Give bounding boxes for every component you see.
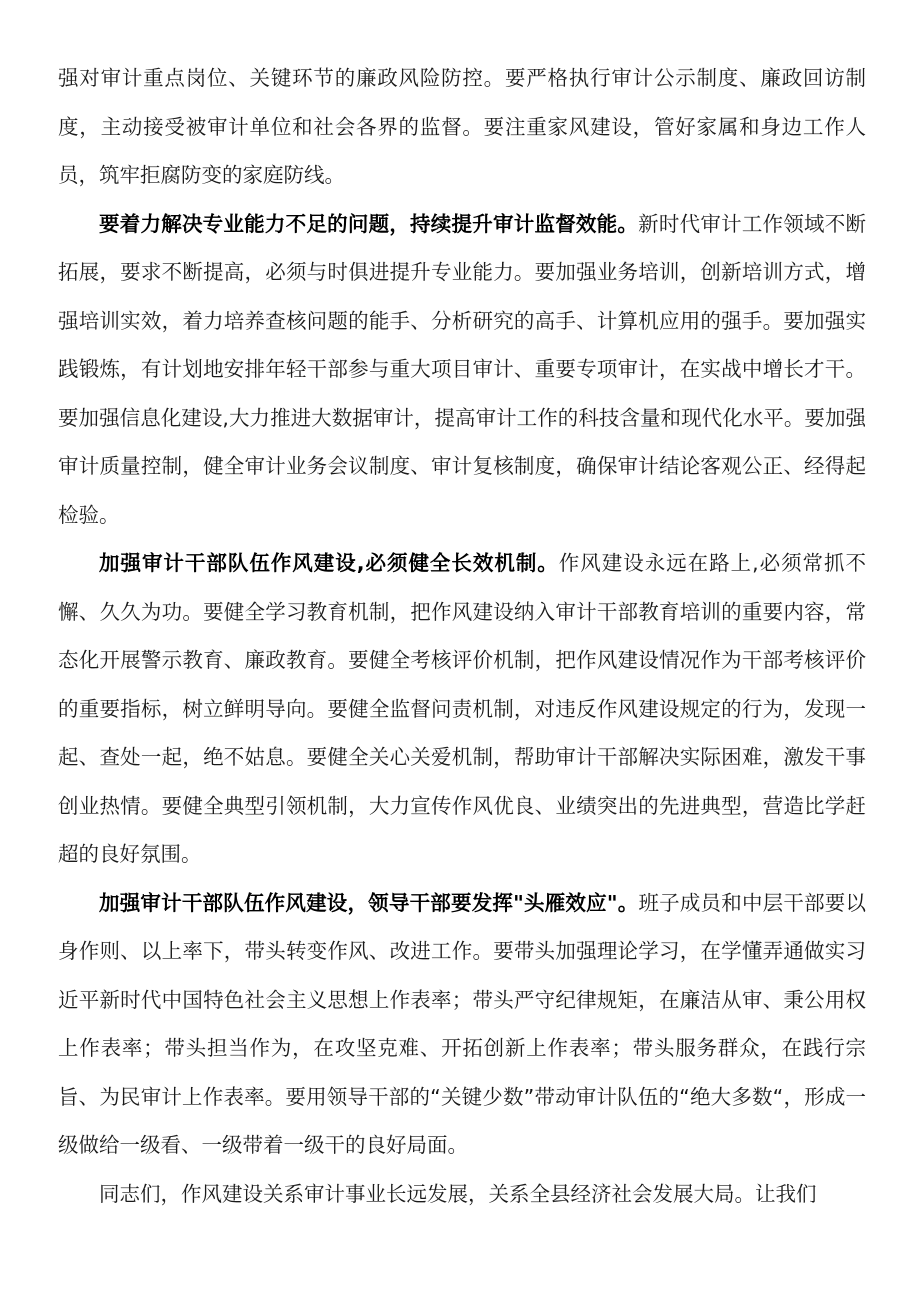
paragraph-2-lead: 要着力解决专业能力不足的问题，持续提升审计监督效能。	[99, 211, 639, 236]
paragraph-4-lead: 加强审计干部队伍作风建设，领导干部要发挥"头雁效应"。	[99, 890, 639, 915]
paragraph-2	[58, 200, 866, 540]
paragraph-5-body: 同志们，作风建设关系审计事业长远发展，关系全县经济社会发展大局。让我们	[99, 1181, 817, 1206]
paragraph-3-body: 作风建设永远在路上,必须常抓不懈、久久为功。要健全学习教育机制，把作风建设纳入审计干部教育培训的重要内容，常态化开展警示教育、廉政教育。要健全考核评价机制，把作风建设情况作为干部考核评价的重要指标，树立鲜明导向。要健全监督问责机制，对违反作风建设规定的行为，发现一起、查处一起，绝不姑息。要健全关心关爱机制，帮助审计干部解决实际困难，激发干事创业热情。要健全典型引领机制，大力宣传作风优良、业绩突出的先进典型，营造比学赶超的良好氛围。	[58, 551, 866, 866]
paragraph-4-body: 班子成员和中层干部要以身作则、以上率下，带头转变作风、改进工作。要带头加强理论学习，在学懂弄通做实习近平新时代中国特色社会主义思想上作表率；带头严守纪律规矩，在廉洁从审、秉公用权上作表率；带头担当作为，在攻坚克难、开拓创新上作表率；带头服务群众，在践行宗旨、为民审计上作表率。要用领导干部的“关键少数”带动审计队伍的“绝大多数“，形成一级做给一级看、一级带着一级干的良好局面。	[58, 890, 867, 1157]
paragraph-4	[58, 879, 866, 1170]
paragraph-1-body: 强对审计重点岗位、关键环节的廉政风险防控。要严格执行审计公示制度、廉政回访制度，主动接受被审计单位和社会各界的监督。要注重家风建设，管好家属和身边工作人员，筑牢拒腐防变的家庭防线。	[58, 66, 866, 187]
document-page	[58, 54, 866, 1218]
paragraph-5	[58, 1170, 866, 1219]
paragraph-2-body: 新时代审计工作领域不断拓展，要求不断提高，必须与时俱进提升专业能力。要加强业务培训，创新培训方式，增强培训实效，着力培养查核问题的能手、分析研究的高手、计算机应用的强手。要加强实践锻炼，有计划地安排年轻干部参与重大项目审计、重要专项审计，在实战中增长才干。要加强信息化建设,大力推进大数据审计，提高审计工作的科技含量和现代化水平。要加强审计质量控制，健全审计业务会议制度、审计复核制度，确保审计结论客观公正、经得起检验。	[58, 211, 867, 527]
paragraph-1	[58, 54, 866, 200]
paragraph-3-lead: 加强审计干部队伍作风建设,必须健全长效机制。	[99, 551, 559, 575]
paragraph-3	[58, 539, 866, 879]
